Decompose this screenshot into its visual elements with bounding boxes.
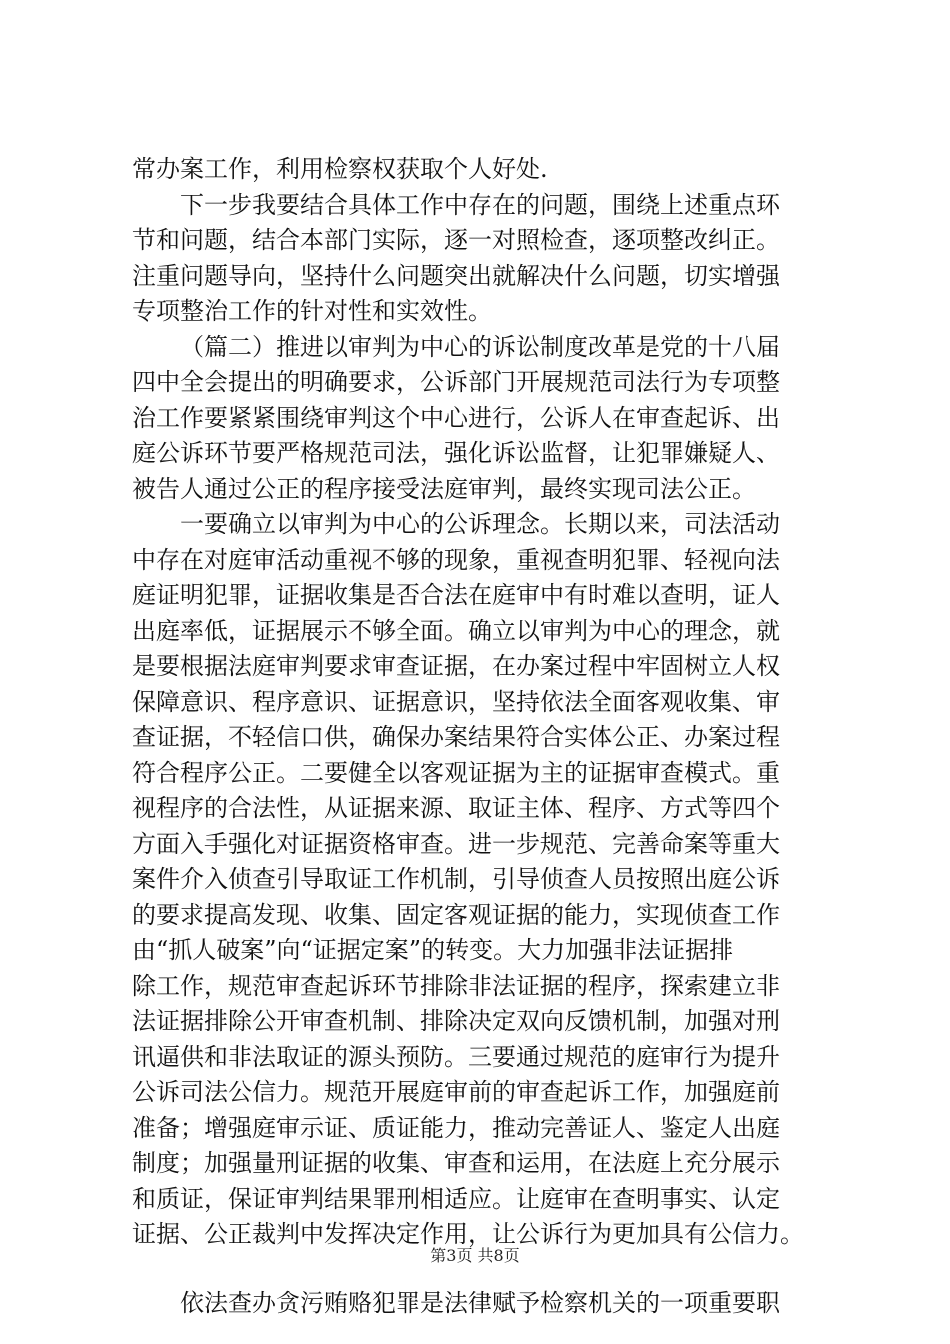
text-line-16: 保障意识、程序意识、证据意识，坚持依法全面客观收集、审	[132, 687, 780, 716]
text-line-20: 方面入手强化对证据资格审查。进一步规范、完善命案等重大	[132, 829, 780, 858]
text-line-27: 公诉司法公信力。规范开展庭审前的审查起诉工作，加强庭前	[132, 1078, 780, 1106]
text-line-6: （篇二）推进以审判为中心的诉讼制度改革是党的十八届	[180, 332, 780, 361]
text-line-30: 和质证，保证审判结果罪刑相适应。让庭审在查明事实、认定	[132, 1184, 780, 1213]
text-line-4: 注重问题导向，坚持什么问题突出就解决什么问题，切实增强	[132, 261, 780, 290]
text-line-23: 由“抓人破案”向“证据定案”的转变。大力加强非法证据排	[132, 936, 734, 964]
text-line-15: 是要根据法庭审判要求审查证据，在办案过程中牢固树立人权	[132, 652, 780, 680]
text-line-26: 讯逼供和非法取证的源头预防。三要通过规范的庭审行为提升	[132, 1042, 780, 1071]
document-body	[132, 152, 832, 1321]
text-line-10: 被告人通过公正的程序接受法庭审判，最终实现司法公正。	[132, 474, 756, 503]
text-line-24: 除工作，规范审查起诉环节排除非法证据的程序，探索建立非	[132, 971, 780, 1000]
text-line-12: 中存在对庭审活动重视不够的现象，重视查明犯罪、轻视向法	[132, 545, 780, 574]
text-line-7: 四中全会提出的明确要求，公诉部门开展规范司法行为专项整	[132, 368, 780, 396]
text-line-29: 制度；加强量刑证据的收集、审查和运用，在法庭上充分展示	[132, 1149, 780, 1177]
text-line-28: 准备；增强庭审示证、质证能力，推动完善证人、鉴定人出庭	[132, 1113, 780, 1142]
text-line-13: 庭证明犯罪，证据收集是否合法在庭审中有时难以查明，证人	[132, 581, 780, 609]
text-line-14: 出庭率低，证据展示不够全面。确立以审判为中心的理念，就	[132, 616, 780, 645]
text-line-2: 下一步我要结合具体工作中存在的问题，围绕上述重点环	[180, 190, 780, 219]
text-line-32: 依法查办贪污贿赂犯罪是法律赋予检察机关的一项重要职	[180, 1288, 780, 1317]
text-line-22: 的要求提高发现、收集、固定客观证据的能力，实现侦查工作	[132, 900, 780, 929]
text-line-21: 案件介入侦查引导取证工作机制，引导侦查人员按照出庭公诉	[132, 865, 780, 893]
text-line-3: 节和问题，结合本部门实际，逐一对照检查，逐项整改纠正。	[132, 226, 780, 254]
text-line-31: 证据、公正裁判中发挥决定作用，让公诉行为更加具有公信力。	[132, 1220, 804, 1248]
text-line-19: 视程序的合法性，从证据来源、取证主体、程序、方式等四个	[132, 794, 780, 822]
text-line-5: 专项整治工作的针对性和实效性。	[132, 297, 492, 325]
page-number-footer: 第3页 共8页	[430, 1246, 520, 1265]
text-line-8: 治工作要紧紧围绕审判这个中心进行，公诉人在审查起诉、出	[132, 403, 780, 432]
text-line-18: 符合程序公正。二要健全以客观证据为主的证据审查模式。重	[132, 758, 780, 787]
text-line-11: 一要确立以审判为中心的公诉理念。长期以来，司法活动	[180, 510, 780, 538]
text-line-1: 常办案工作，利用检察权获取个人好处.	[132, 155, 548, 183]
text-line-17: 查证据，不轻信口供，确保办案结果符合实体公正、办案过程	[132, 723, 780, 751]
text-line-9: 庭公诉环节要严格规范司法，强化诉讼监督，让犯罪嫌疑人、	[132, 439, 780, 467]
text-line-25: 法证据排除公开审查机制、排除决定双向反馈机制，加强对刑	[132, 1007, 780, 1035]
